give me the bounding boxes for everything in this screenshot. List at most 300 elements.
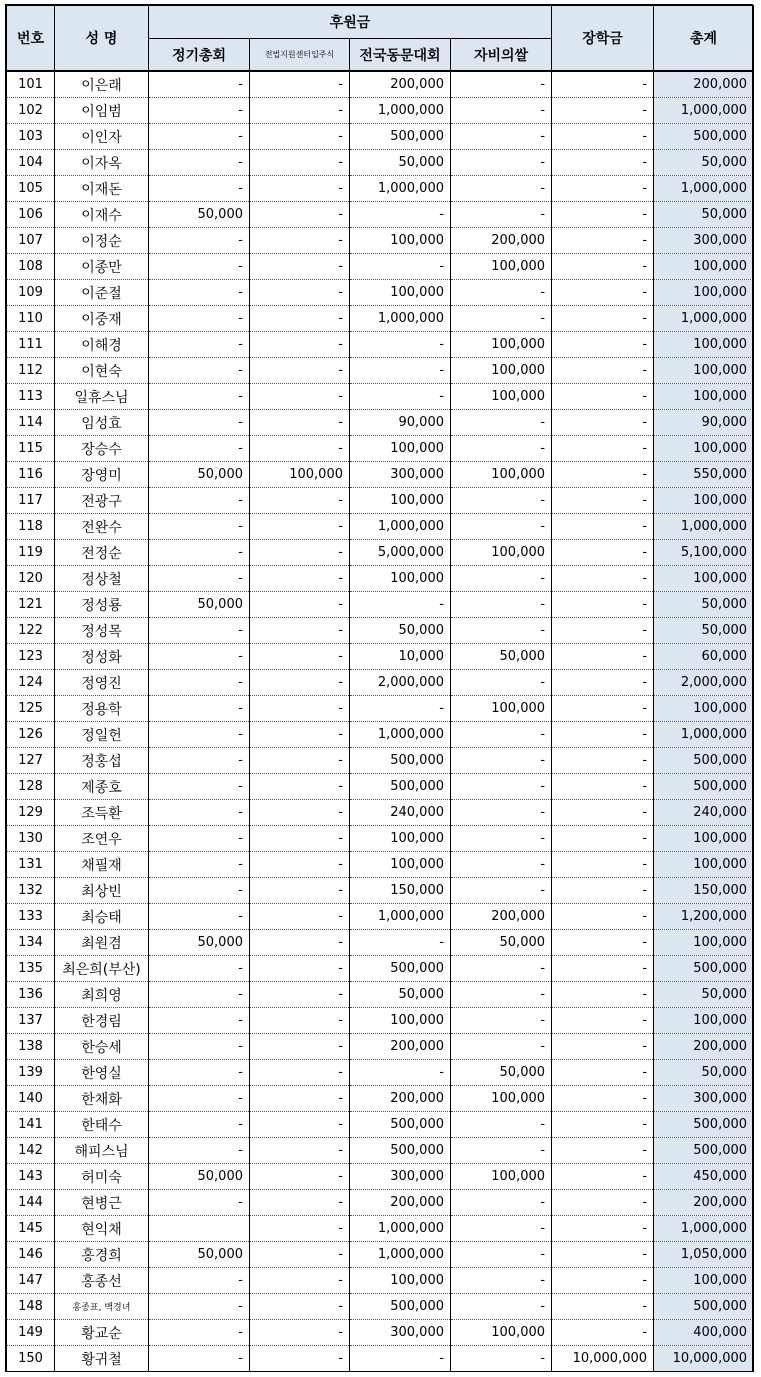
cell-center-opening: -: [250, 956, 350, 982]
cell-mercy-rice: 200,000: [451, 228, 552, 254]
cell-mercy-rice: 100,000: [451, 1164, 552, 1190]
cell-total: 400,000: [654, 1320, 754, 1346]
cell-total: 100,000: [654, 566, 754, 592]
cell-mercy-rice: -: [451, 306, 552, 332]
table-row: [7, 540, 754, 566]
cell-total: 50,000: [654, 1060, 754, 1086]
cell-mercy-rice: -: [451, 98, 552, 124]
cell-number: 118: [7, 514, 55, 540]
cell-scholarship: -: [552, 1164, 654, 1190]
table-row: [7, 436, 754, 462]
cell-scholarship: -: [552, 280, 654, 306]
cell-scholarship: -: [552, 150, 654, 176]
cell-mercy-rice: -: [451, 488, 552, 514]
cell-alumni-convention: 300,000: [350, 1320, 451, 1346]
cell-name: 이준절: [55, 280, 149, 306]
cell-alumni-convention: 300,000: [350, 1164, 451, 1190]
cell-center-opening: -: [250, 1060, 350, 1086]
cell-center-opening: -: [250, 748, 350, 774]
table-row: [7, 670, 754, 696]
cell-number: 109: [7, 280, 55, 306]
cell-center-opening: -: [250, 982, 350, 1008]
table-row: [7, 150, 754, 176]
cell-center-opening: -: [250, 826, 350, 852]
cell-alumni-convention: -: [350, 930, 451, 956]
cell-name: 이현숙: [55, 358, 149, 384]
cell-alumni-convention: 1,000,000: [350, 722, 451, 748]
cell-name: 장영미: [55, 462, 149, 488]
cell-mercy-rice: -: [451, 1216, 552, 1242]
cell-scholarship: -: [552, 1060, 654, 1086]
table-row: [7, 124, 754, 150]
cell-total: 550,000: [654, 462, 754, 488]
cell-mercy-rice: -: [451, 878, 552, 904]
cell-scholarship: -: [552, 540, 654, 566]
cell-total: 450,000: [654, 1164, 754, 1190]
cell-alumni-convention: -: [350, 384, 451, 410]
cell-number: 148: [7, 1294, 55, 1320]
cell-scholarship: -: [552, 71, 654, 98]
cell-alumni-convention: 100,000: [350, 1008, 451, 1034]
cell-regular-meeting: 50,000: [149, 1164, 250, 1190]
cell-regular-meeting: 50,000: [149, 592, 250, 618]
cell-number: 112: [7, 358, 55, 384]
cell-regular-meeting: -: [149, 280, 250, 306]
cell-name: 정영진: [55, 670, 149, 696]
cell-scholarship: -: [552, 1242, 654, 1268]
cell-name: 최은희(부산): [55, 956, 149, 982]
cell-name: 홍종표, 백경녀: [55, 1294, 149, 1320]
cell-total: 200,000: [654, 71, 754, 98]
cell-center-opening: -: [250, 618, 350, 644]
cell-mercy-rice: -: [451, 71, 552, 98]
cell-number: 124: [7, 670, 55, 696]
cell-alumni-convention: 240,000: [350, 800, 451, 826]
cell-name: 조득환: [55, 800, 149, 826]
cell-number: 110: [7, 306, 55, 332]
cell-alumni-convention: -: [350, 696, 451, 722]
cell-total: 500,000: [654, 1112, 754, 1138]
table-row: [7, 202, 754, 228]
cell-center-opening: -: [250, 254, 350, 280]
cell-regular-meeting: 50,000: [149, 930, 250, 956]
cell-name: 한채화: [55, 1086, 149, 1112]
cell-regular-meeting: -: [149, 488, 250, 514]
cell-total: 100,000: [654, 488, 754, 514]
table-header: [7, 6, 754, 72]
cell-name: 일휴스님: [55, 384, 149, 410]
cell-alumni-convention: 200,000: [350, 71, 451, 98]
cell-total: 200,000: [654, 1034, 754, 1060]
cell-name: 정성목: [55, 618, 149, 644]
cell-center-opening: -: [250, 670, 350, 696]
cell-name: 현병근: [55, 1190, 149, 1216]
table-row: [7, 332, 754, 358]
cell-alumni-convention: 50,000: [350, 982, 451, 1008]
cell-alumni-convention: 10,000: [350, 644, 451, 670]
cell-name: 임성효: [55, 410, 149, 436]
table-row: [7, 462, 754, 488]
cell-mercy-rice: -: [451, 956, 552, 982]
table-row: [7, 592, 754, 618]
cell-name: 정홍섭: [55, 748, 149, 774]
cell-name: 최원겸: [55, 930, 149, 956]
cell-center-opening: -: [250, 1242, 350, 1268]
table-row: [7, 1294, 754, 1320]
cell-total: 1,050,000: [654, 1242, 754, 1268]
cell-name: 조연우: [55, 826, 149, 852]
cell-regular-meeting: 50,000: [149, 202, 250, 228]
cell-alumni-convention: 500,000: [350, 1138, 451, 1164]
cell-scholarship: -: [552, 618, 654, 644]
cell-mercy-rice: -: [451, 410, 552, 436]
cell-number: 126: [7, 722, 55, 748]
cell-alumni-convention: 200,000: [350, 1086, 451, 1112]
cell-total: 1,000,000: [654, 98, 754, 124]
cell-center-opening: -: [250, 1190, 350, 1216]
cell-mercy-rice: 100,000: [451, 1320, 552, 1346]
cell-name: 이인자: [55, 124, 149, 150]
cell-mercy-rice: -: [451, 436, 552, 462]
cell-regular-meeting: -: [149, 540, 250, 566]
cell-name: 이임범: [55, 98, 149, 124]
table-row: [7, 254, 754, 280]
cell-name: 이재돈: [55, 176, 149, 202]
cell-scholarship: -: [552, 722, 654, 748]
cell-alumni-convention: 5,000,000: [350, 540, 451, 566]
cell-regular-meeting: 50,000: [149, 1242, 250, 1268]
cell-center-opening: -: [250, 878, 350, 904]
cell-center-opening: -: [250, 696, 350, 722]
cell-total: 500,000: [654, 1294, 754, 1320]
cell-scholarship: -: [552, 306, 654, 332]
cell-scholarship: -: [552, 852, 654, 878]
header-center-opening: 전법지원센터입주식: [250, 39, 350, 72]
cell-total: 100,000: [654, 280, 754, 306]
cell-alumni-convention: 500,000: [350, 956, 451, 982]
cell-alumni-convention: 1,000,000: [350, 1216, 451, 1242]
cell-scholarship: -: [552, 774, 654, 800]
cell-regular-meeting: -: [149, 982, 250, 1008]
cell-alumni-convention: -: [350, 332, 451, 358]
cell-total: 100,000: [654, 696, 754, 722]
cell-mercy-rice: 50,000: [451, 930, 552, 956]
cell-regular-meeting: -: [149, 1294, 250, 1320]
cell-name: 황교순: [55, 1320, 149, 1346]
table-row: [7, 514, 754, 540]
cell-total: 100,000: [654, 332, 754, 358]
cell-scholarship: -: [552, 930, 654, 956]
cell-scholarship: -: [552, 514, 654, 540]
table-row: [7, 1034, 754, 1060]
table-row: [7, 878, 754, 904]
cell-scholarship: -: [552, 1086, 654, 1112]
cell-name: 전정순: [55, 540, 149, 566]
cell-alumni-convention: 100,000: [350, 280, 451, 306]
cell-scholarship: -: [552, 904, 654, 930]
cell-center-opening: -: [250, 384, 350, 410]
cell-name: 전완수: [55, 514, 149, 540]
cell-scholarship: -: [552, 436, 654, 462]
header-alumni-convention: 전국동문대회: [350, 39, 451, 72]
cell-alumni-convention: 300,000: [350, 462, 451, 488]
cell-regular-meeting: -: [149, 150, 250, 176]
cell-regular-meeting: -: [149, 826, 250, 852]
cell-name: 해피스님: [55, 1138, 149, 1164]
cell-alumni-convention: 1,000,000: [350, 1242, 451, 1268]
cell-number: 150: [7, 1346, 55, 1372]
cell-number: 120: [7, 566, 55, 592]
cell-number: 147: [7, 1268, 55, 1294]
cell-number: 103: [7, 124, 55, 150]
cell-mercy-rice: -: [451, 1268, 552, 1294]
cell-center-opening: -: [250, 644, 350, 670]
header-total: 총계: [654, 6, 754, 72]
cell-alumni-convention: 150,000: [350, 878, 451, 904]
cell-number: 105: [7, 176, 55, 202]
table-row: [7, 306, 754, 332]
header-scholarship: 장학금: [552, 6, 654, 72]
cell-name: 이재수: [55, 202, 149, 228]
cell-scholarship: -: [552, 202, 654, 228]
table-row: [7, 1086, 754, 1112]
cell-total: 10,000,000: [654, 1346, 754, 1372]
cell-alumni-convention: 50,000: [350, 150, 451, 176]
cell-number: 131: [7, 852, 55, 878]
cell-number: 111: [7, 332, 55, 358]
cell-number: 107: [7, 228, 55, 254]
cell-regular-meeting: -: [149, 956, 250, 982]
cell-center-opening: -: [250, 124, 350, 150]
cell-scholarship: 10,000,000: [552, 1346, 654, 1372]
cell-number: 133: [7, 904, 55, 930]
cell-alumni-convention: 2,000,000: [350, 670, 451, 696]
cell-scholarship: -: [552, 1190, 654, 1216]
cell-mercy-rice: -: [451, 592, 552, 618]
cell-center-opening: -: [250, 332, 350, 358]
cell-mercy-rice: 100,000: [451, 254, 552, 280]
cell-regular-meeting: -: [149, 618, 250, 644]
cell-number: 108: [7, 254, 55, 280]
table-row: [7, 228, 754, 254]
cell-mercy-rice: -: [451, 1242, 552, 1268]
cell-total: 100,000: [654, 1008, 754, 1034]
cell-total: 240,000: [654, 800, 754, 826]
cell-total: 50,000: [654, 592, 754, 618]
cell-name: 전광구: [55, 488, 149, 514]
cell-number: 141: [7, 1112, 55, 1138]
cell-name: 이중재: [55, 306, 149, 332]
table-row: [7, 644, 754, 670]
cell-alumni-convention: 1,000,000: [350, 176, 451, 202]
cell-number: 143: [7, 1164, 55, 1190]
cell-total: 100,000: [654, 826, 754, 852]
cell-scholarship: -: [552, 358, 654, 384]
cell-name: 최승태: [55, 904, 149, 930]
cell-alumni-convention: 100,000: [350, 488, 451, 514]
header-name: 성 명: [55, 6, 149, 72]
cell-center-opening: -: [250, 176, 350, 202]
header-regular-meeting: 정기총회: [149, 39, 250, 72]
cell-alumni-convention: 200,000: [350, 1190, 451, 1216]
cell-alumni-convention: 200,000: [350, 1034, 451, 1060]
table-row: [7, 826, 754, 852]
cell-number: 142: [7, 1138, 55, 1164]
table-row: [7, 1346, 754, 1372]
cell-number: 134: [7, 930, 55, 956]
cell-center-opening: -: [250, 436, 350, 462]
cell-regular-meeting: -: [149, 748, 250, 774]
cell-total: 300,000: [654, 1086, 754, 1112]
cell-scholarship: -: [552, 410, 654, 436]
cell-total: 1,000,000: [654, 306, 754, 332]
cell-total: 500,000: [654, 748, 754, 774]
cell-center-opening: -: [250, 410, 350, 436]
cell-number: 140: [7, 1086, 55, 1112]
cell-center-opening: -: [250, 1294, 350, 1320]
cell-regular-meeting: [149, 1216, 250, 1242]
cell-scholarship: -: [552, 748, 654, 774]
cell-alumni-convention: -: [350, 254, 451, 280]
table-row: [7, 176, 754, 202]
table-body: [7, 71, 754, 1372]
table-row: [7, 722, 754, 748]
cell-number: 129: [7, 800, 55, 826]
cell-regular-meeting: 50,000: [149, 462, 250, 488]
cell-name: 홍종선: [55, 1268, 149, 1294]
cell-alumni-convention: 50,000: [350, 618, 451, 644]
cell-scholarship: -: [552, 254, 654, 280]
cell-mercy-rice: -: [451, 566, 552, 592]
cell-alumni-convention: -: [350, 202, 451, 228]
header-mercy-rice: 자비의쌀: [451, 39, 552, 72]
cell-total: 500,000: [654, 774, 754, 800]
cell-regular-meeting: -: [149, 332, 250, 358]
cell-regular-meeting: -: [149, 1034, 250, 1060]
cell-total: 100,000: [654, 384, 754, 410]
cell-regular-meeting: -: [149, 1112, 250, 1138]
table-row: [7, 1268, 754, 1294]
cell-name: 황귀철: [55, 1346, 149, 1372]
cell-total: 50,000: [654, 150, 754, 176]
cell-alumni-convention: 500,000: [350, 774, 451, 800]
cell-regular-meeting: -: [149, 384, 250, 410]
cell-alumni-convention: 500,000: [350, 124, 451, 150]
cell-scholarship: -: [552, 644, 654, 670]
cell-total: 100,000: [654, 1268, 754, 1294]
cell-regular-meeting: -: [149, 228, 250, 254]
cell-mercy-rice: -: [451, 1294, 552, 1320]
cell-number: 113: [7, 384, 55, 410]
cell-regular-meeting: -: [149, 774, 250, 800]
cell-scholarship: -: [552, 98, 654, 124]
cell-total: 500,000: [654, 956, 754, 982]
cell-alumni-convention: 500,000: [350, 1294, 451, 1320]
cell-name: 장승수: [55, 436, 149, 462]
table-row: [7, 384, 754, 410]
cell-alumni-convention: -: [350, 592, 451, 618]
cell-name: 정성화: [55, 644, 149, 670]
cell-mercy-rice: -: [451, 670, 552, 696]
table-row: [7, 1190, 754, 1216]
cell-center-opening: -: [250, 566, 350, 592]
cell-name: 이은래: [55, 71, 149, 98]
cell-mercy-rice: -: [451, 618, 552, 644]
cell-number: 121: [7, 592, 55, 618]
cell-alumni-convention: 100,000: [350, 436, 451, 462]
cell-mercy-rice: -: [451, 124, 552, 150]
cell-mercy-rice: -: [451, 176, 552, 202]
cell-alumni-convention: 1,000,000: [350, 904, 451, 930]
cell-mercy-rice: -: [451, 1034, 552, 1060]
table-row: [7, 1242, 754, 1268]
cell-mercy-rice: 100,000: [451, 540, 552, 566]
cell-mercy-rice: -: [451, 748, 552, 774]
cell-scholarship: -: [552, 1216, 654, 1242]
cell-number: 145: [7, 1216, 55, 1242]
cell-alumni-convention: -: [350, 1060, 451, 1086]
cell-number: 139: [7, 1060, 55, 1086]
cell-scholarship: -: [552, 176, 654, 202]
cell-name: 이정순: [55, 228, 149, 254]
cell-scholarship: -: [552, 1294, 654, 1320]
table-row: [7, 566, 754, 592]
table-row: [7, 71, 754, 98]
table-row: [7, 904, 754, 930]
cell-number: 127: [7, 748, 55, 774]
cell-alumni-convention: 100,000: [350, 852, 451, 878]
table-row: [7, 774, 754, 800]
cell-mercy-rice: 100,000: [451, 332, 552, 358]
cell-mercy-rice: -: [451, 1190, 552, 1216]
cell-mercy-rice: 200,000: [451, 904, 552, 930]
cell-regular-meeting: -: [149, 436, 250, 462]
cell-total: 50,000: [654, 982, 754, 1008]
cell-regular-meeting: -: [149, 566, 250, 592]
cell-center-opening: -: [250, 71, 350, 98]
cell-mercy-rice: 100,000: [451, 384, 552, 410]
table-row: [7, 1060, 754, 1086]
cell-scholarship: -: [552, 228, 654, 254]
cell-scholarship: -: [552, 332, 654, 358]
cell-scholarship: -: [552, 878, 654, 904]
cell-number: 146: [7, 1242, 55, 1268]
cell-center-opening: -: [250, 930, 350, 956]
table-row: [7, 852, 754, 878]
table-row: [7, 1320, 754, 1346]
table-row: [7, 956, 754, 982]
cell-total: 100,000: [654, 358, 754, 384]
cell-number: 137: [7, 1008, 55, 1034]
cell-center-opening: -: [250, 228, 350, 254]
cell-mercy-rice: -: [451, 1138, 552, 1164]
cell-number: 101: [7, 71, 55, 98]
cell-scholarship: -: [552, 956, 654, 982]
cell-total: 1,000,000: [654, 176, 754, 202]
cell-number: 115: [7, 436, 55, 462]
cell-regular-meeting: -: [149, 644, 250, 670]
cell-regular-meeting: -: [149, 1346, 250, 1372]
cell-number: 149: [7, 1320, 55, 1346]
cell-number: 135: [7, 956, 55, 982]
cell-mercy-rice: -: [451, 202, 552, 228]
cell-center-opening: -: [250, 1112, 350, 1138]
table-row: [7, 696, 754, 722]
donation-sheet: [6, 5, 753, 1372]
cell-number: 125: [7, 696, 55, 722]
cell-center-opening: -: [250, 1138, 350, 1164]
cell-mercy-rice: 50,000: [451, 644, 552, 670]
